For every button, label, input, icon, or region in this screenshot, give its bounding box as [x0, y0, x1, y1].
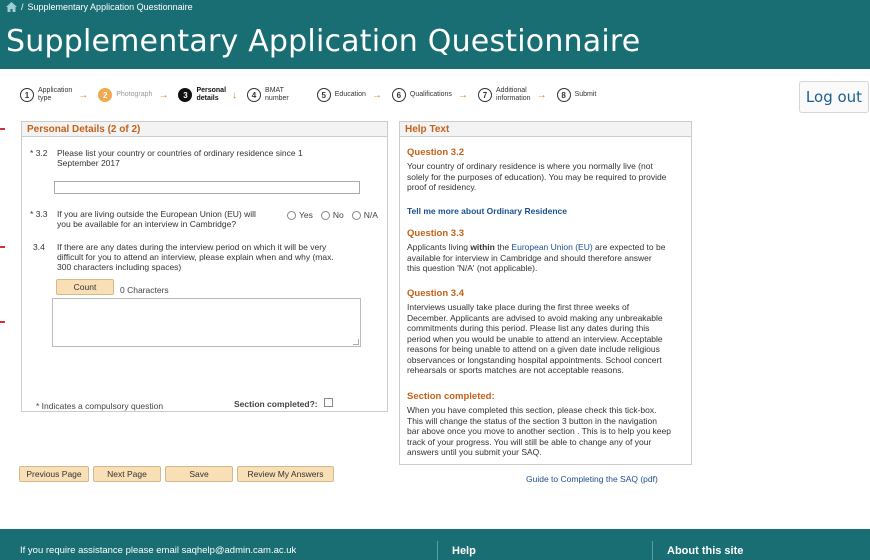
step-label: Submit — [574, 91, 597, 98]
ordinary-residence-link[interactable]: Tell me more about Ordinary Residence — [407, 206, 567, 216]
radio-circle-icon[interactable] — [287, 211, 296, 220]
step-label: Qualifications — [409, 91, 452, 98]
step-number: 3 — [178, 88, 192, 102]
residence-input[interactable] — [54, 181, 360, 194]
help-q32-title: Question 3.2 — [407, 147, 465, 158]
help-section-completed-text: When you have completed this section, please check this tick-box. This will change the status of the section 3 button in the navigation bar above once you move to another section . This is to help you keep track of your progress. You will still be able to change any of your answers until you submit your SAQ. — [407, 405, 671, 457]
step-6[interactable] — [392, 88, 452, 102]
next-page-button[interactable]: Next Page — [93, 466, 161, 482]
question-3-4-text: If there are any dates during the interview period on which it will be very difficult for you to attend an interview, please explain when and why (max. 300 characters including spaces) — [57, 242, 334, 272]
resize-grip-icon[interactable] — [353, 339, 359, 345]
arrow-down-icon: ↓ — [232, 89, 238, 101]
step-5[interactable] — [317, 88, 366, 102]
radio-circle-icon[interactable] — [352, 211, 361, 220]
page-title: Supplementary Application Questionnaire — [6, 24, 641, 59]
radio-circle-icon[interactable] — [321, 211, 330, 220]
step-label: BMAT number — [265, 87, 289, 102]
interview-dates-textarea[interactable] — [52, 298, 361, 347]
step-number: 6 — [392, 88, 406, 102]
logout-button[interactable]: Log out — [799, 81, 869, 113]
footer-divider — [652, 541, 653, 560]
previous-page-button[interactable]: Previous Page — [19, 466, 89, 482]
step-number: 5 — [317, 88, 331, 102]
availability-radio-group — [287, 210, 386, 220]
step-label: Application type — [38, 87, 73, 102]
save-button[interactable]: Save — [165, 466, 233, 482]
count-button[interactable]: Count — [56, 279, 114, 295]
footer-divider — [437, 541, 438, 560]
marker-left — [0, 128, 5, 130]
arrow-right-icon: → — [158, 89, 169, 101]
question-3-3-text: If you are living outside the European Union (EU) will you be available for an interview in Cambridge? — [57, 209, 256, 229]
step-label: Education — [334, 91, 366, 98]
step-number: 7 — [478, 88, 492, 102]
question-3-3: * 3.3 — [30, 209, 48, 219]
footer-help-link[interactable]: Help — [452, 545, 476, 557]
help-q34-title: Question 3.4 — [407, 288, 465, 299]
arrow-right-icon: → — [457, 89, 468, 101]
marker-left — [0, 321, 5, 323]
step-7[interactable] — [478, 87, 531, 103]
help-section-completed-title: Section completed: — [407, 391, 495, 402]
question-3-4-number: 3.4 — [33, 242, 45, 252]
question-number: * 3.2 — [30, 148, 48, 158]
step-number: 2 — [98, 88, 112, 102]
arrow-right-icon: → — [371, 89, 382, 101]
home-icon[interactable] — [6, 2, 17, 12]
step-8[interactable] — [557, 88, 597, 102]
radio-no[interactable]: No — [321, 210, 344, 220]
section-completed-checkbox[interactable] — [324, 398, 333, 407]
arrow-right-icon: → — [536, 89, 547, 101]
marker-left — [0, 246, 5, 248]
review-answers-button[interactable]: Review My Answers — [237, 466, 334, 482]
footer-assist-text: If you require assistance please email saqhelp@admin.cam.ac.uk — [20, 545, 297, 556]
section-completed-label: Section completed?: — [234, 399, 318, 409]
breadcrumb — [6, 1, 193, 13]
help-q34-text: Interviews usually take place during the first three weeks of December. Applicants are advised to avoid making any unbreakable commitments during this period. Please list any dates during this period when you would be unable to attend an interview. Acceptable reasons for being unable to attend on a given date include religious observances or longstanding hospital appointments. School concert rehearsals or sports matches are not acceptable reasons. — [407, 302, 663, 375]
breadcrumb-current[interactable]: Supplementary Application Questionnaire — [27, 2, 193, 12]
footer-about-link[interactable]: About this site — [667, 545, 744, 557]
panel-heading: Personal Details (2 of 2) — [22, 122, 387, 137]
arrow-right-icon: → — [78, 89, 89, 101]
step-number: 8 — [557, 88, 571, 102]
step-label: Additional information — [495, 87, 531, 102]
help-heading: Help Text — [400, 122, 691, 137]
character-count: 0 Characters — [120, 285, 169, 295]
breadcrumb-separator: / — [21, 2, 24, 12]
question-3-2-text: Please list your country or countries of ordinary residence since 1 September 2017 — [57, 148, 303, 168]
step-label: Personal details — [196, 87, 227, 102]
saq-guide-link[interactable]: Guide to Completing the SAQ (pdf) — [526, 474, 658, 484]
help-q33-title: Question 3.3 — [407, 228, 465, 239]
step-number: 1 — [20, 88, 34, 102]
radio-na[interactable]: N/A — [352, 210, 378, 220]
step-2[interactable] — [98, 88, 152, 102]
help-q32-text: Your country of ordinary residence is where you normally live (not solely for the purposes of education). You may be required to provide proof of residency. — [407, 161, 667, 192]
step-4[interactable] — [247, 87, 289, 103]
step-1[interactable] — [20, 87, 72, 103]
eu-link[interactable]: European Union (EU) — [511, 242, 593, 252]
step-label: Photograph — [116, 91, 153, 98]
help-q33-text: Applicants living within the European Union (EU) are expected to be available for interview in Cambridge and should therefore answer this question 'N/A' (not applicable). — [407, 242, 666, 273]
step-navigation — [20, 84, 596, 106]
step-number: 4 — [247, 88, 261, 102]
radio-yes[interactable]: Yes — [287, 210, 313, 220]
compulsory-footnote: * Indicates a compulsory question — [36, 401, 164, 411]
step-3[interactable] — [178, 87, 226, 103]
